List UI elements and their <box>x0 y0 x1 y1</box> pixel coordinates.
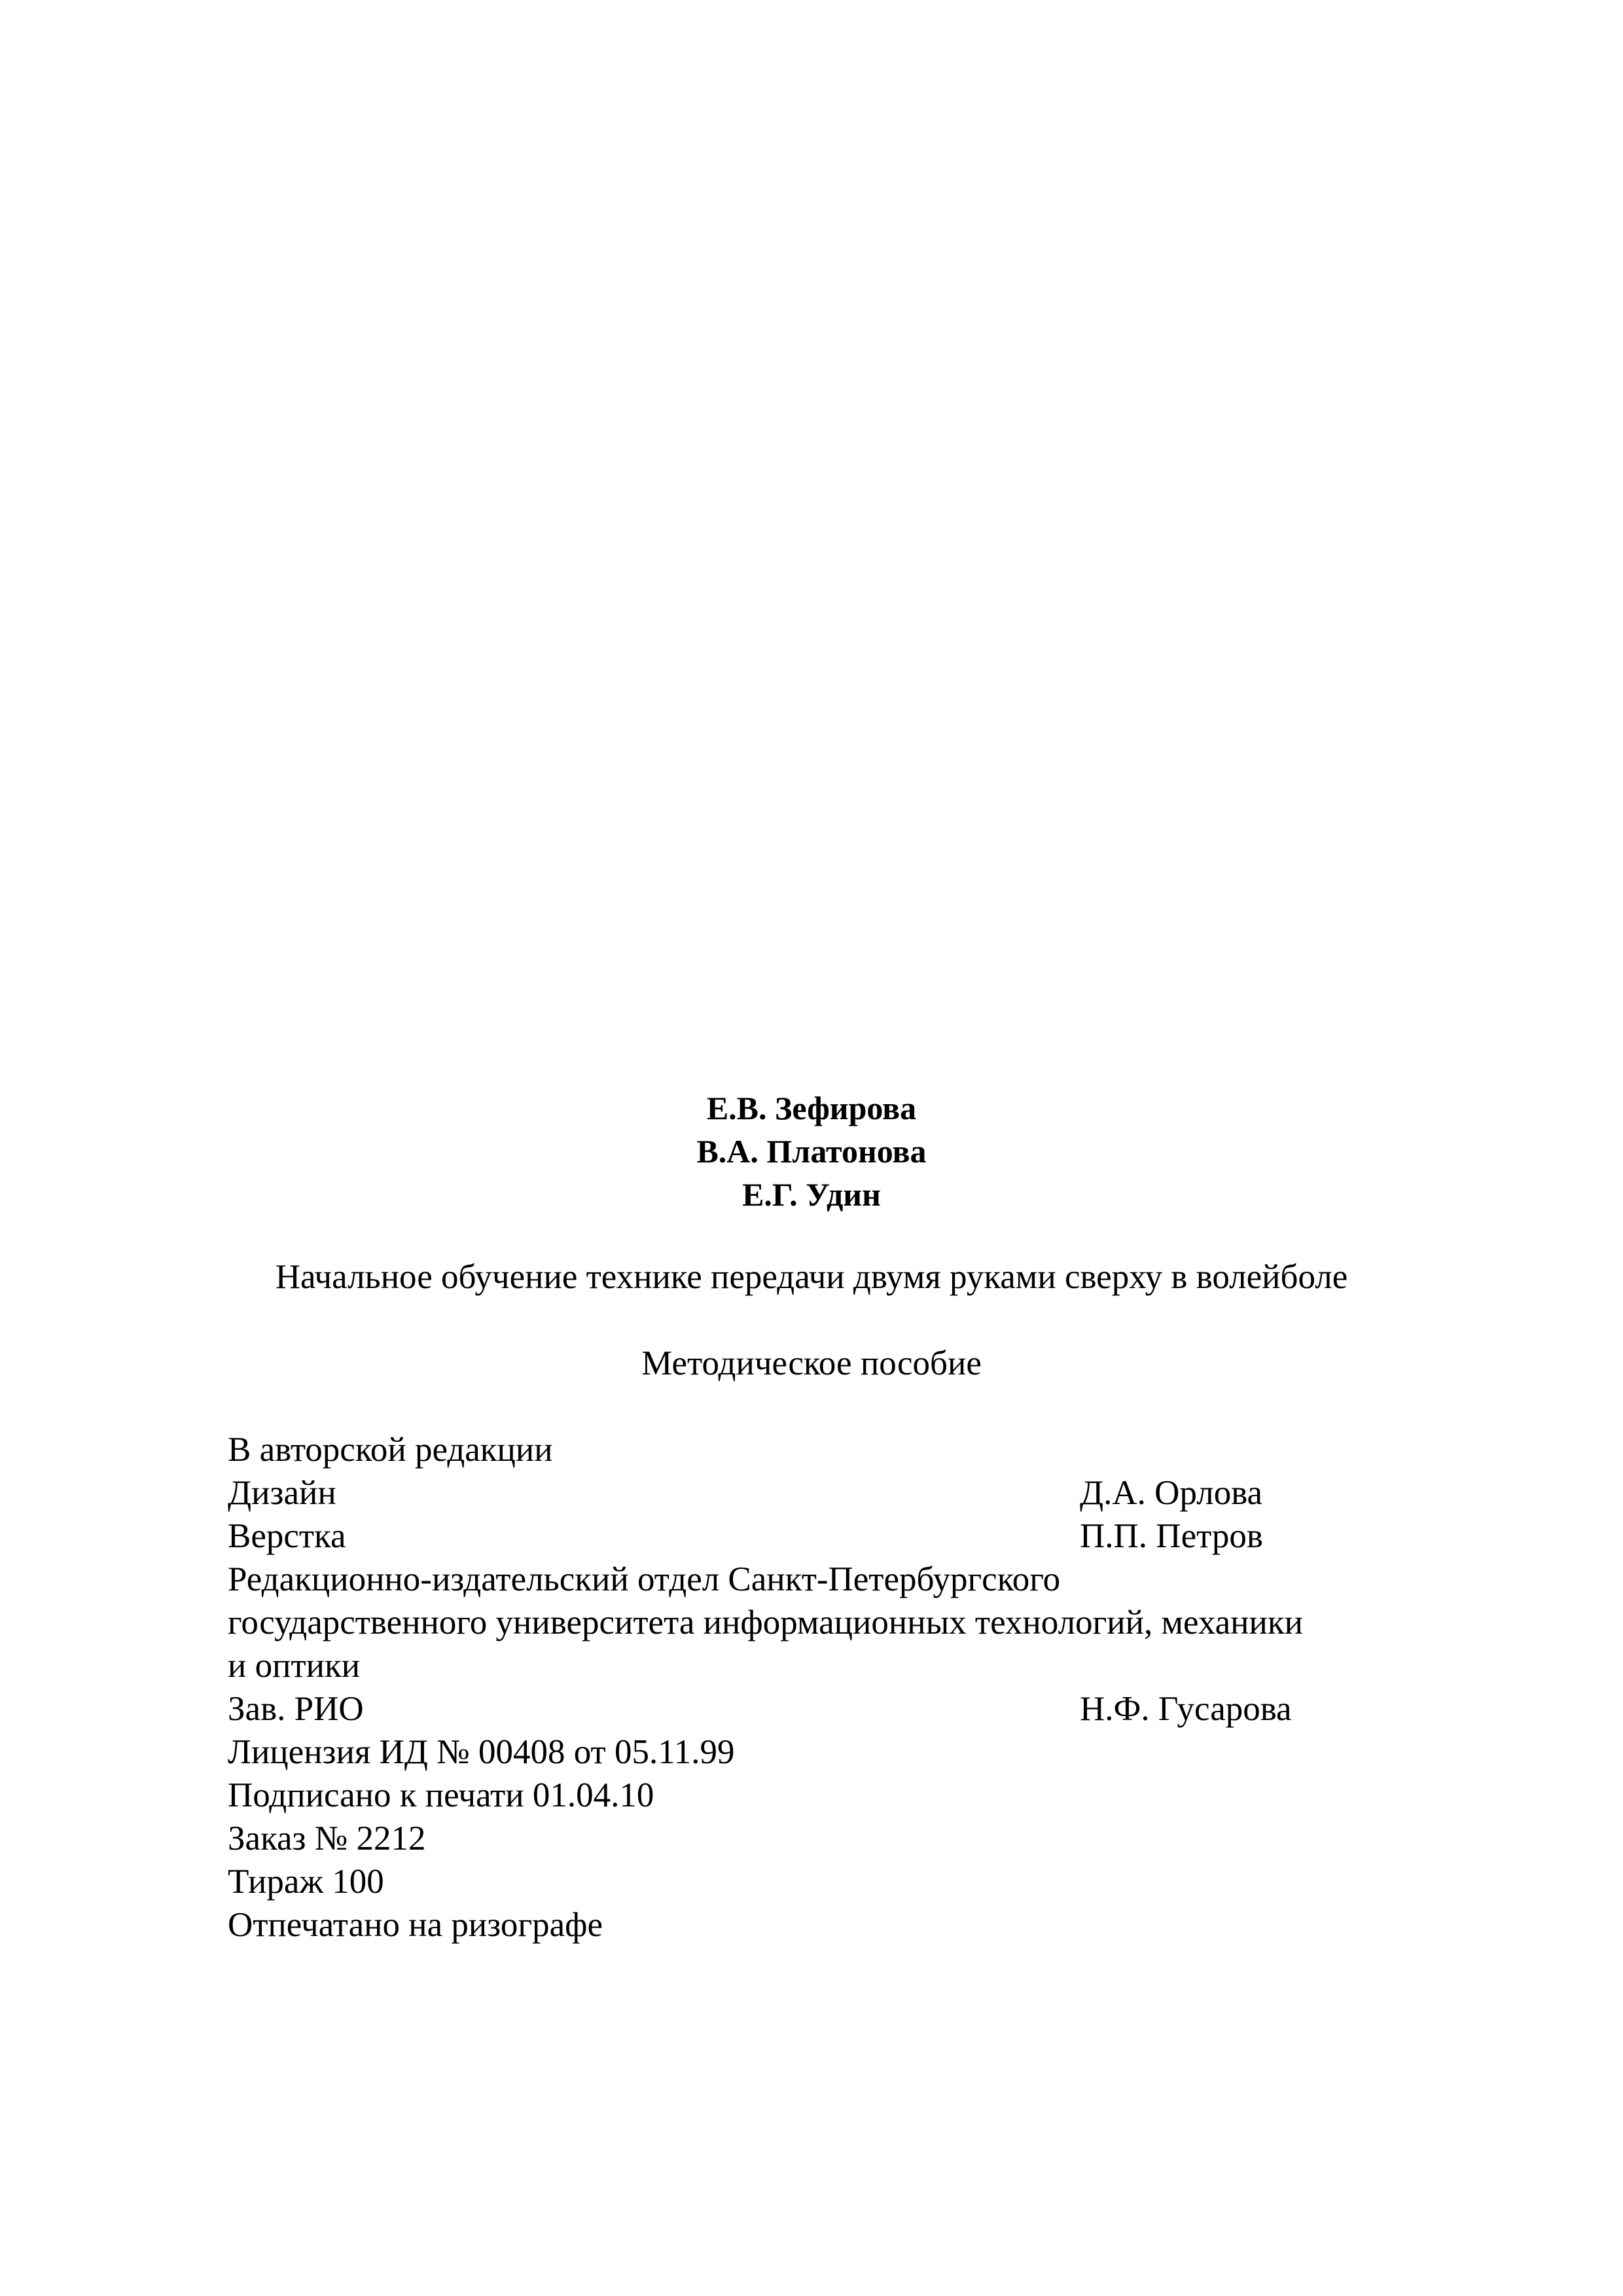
author-name: В.А. Платонова <box>696 1133 927 1170</box>
order-line: Заказ № 2212 <box>228 1820 426 1857</box>
head-name: Н.Ф. Гусарова <box>1080 1690 1292 1728</box>
design-label: Дизайн <box>228 1474 336 1512</box>
head-label: Зав. РИО <box>228 1690 364 1728</box>
layout-name: П.П. Петров <box>1080 1517 1263 1555</box>
edition-note: В авторской редакции <box>228 1431 553 1469</box>
publisher-line: и оптики <box>228 1647 361 1685</box>
document-title: Начальное обучение технике передачи двумя руками сверху в волейболе <box>275 1258 1348 1296</box>
publisher-line: Редакционно-издательский отдел Санкт-Петербургского <box>228 1560 1061 1598</box>
head-credit <box>228 1687 1406 1731</box>
publisher-line: государственного университета информационных технологий, механики <box>228 1604 1304 1641</box>
design-name: Д.А. Орлова <box>1080 1474 1263 1512</box>
document-subtitle: Методическое пособие <box>641 1344 982 1382</box>
authors-block <box>0 1086 1623 1216</box>
license-line: Лицензия ИД № 00408 от 05.11.99 <box>228 1733 735 1771</box>
print-run-line: Тираж 100 <box>228 1863 384 1901</box>
imprint-block <box>228 1428 1406 1946</box>
design-credit <box>228 1471 1406 1515</box>
layout-label: Верстка <box>228 1517 346 1555</box>
printed-on-line: Отпечатано на ризографе <box>228 1906 603 1944</box>
layout-credit <box>228 1515 1406 1558</box>
author-name: Е.В. Зефирова <box>706 1090 917 1126</box>
author-name: Е.Г. Удин <box>742 1176 881 1213</box>
signed-line: Подписано к печати 01.04.10 <box>228 1776 654 1814</box>
